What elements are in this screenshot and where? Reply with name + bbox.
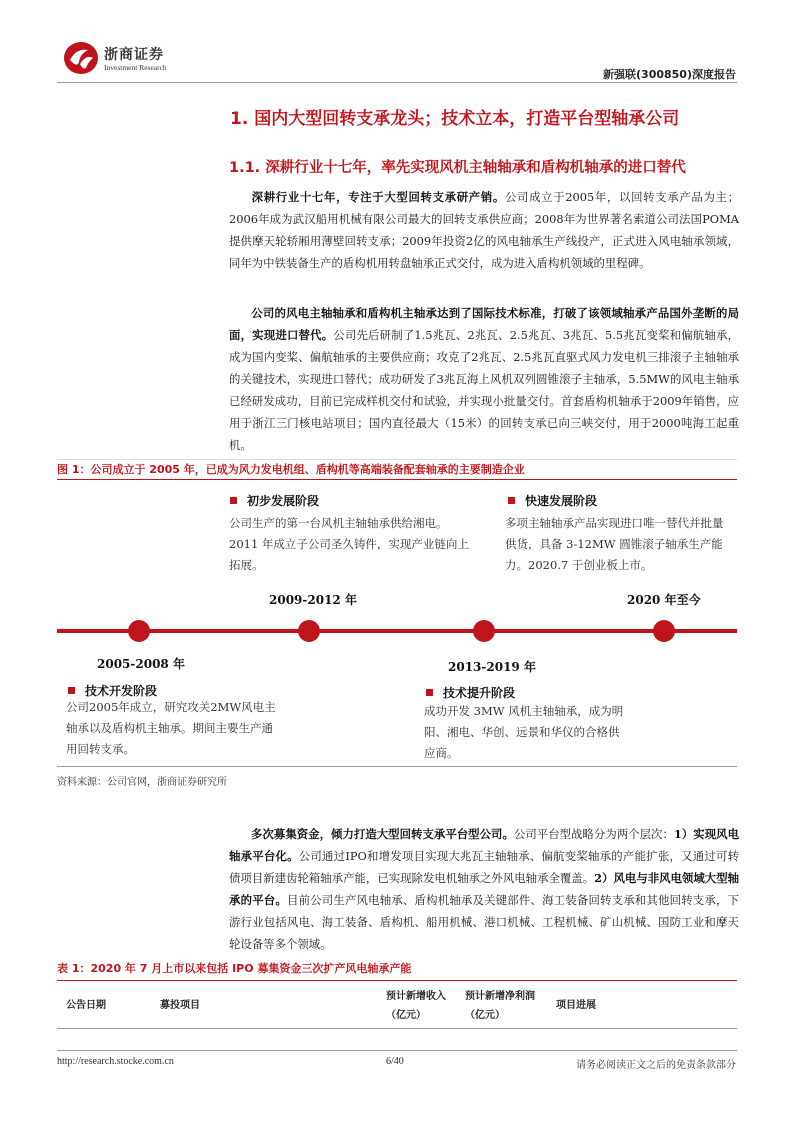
footer-disclaimer: 请务必阅读正文之后的免责条款部分: [576, 1060, 736, 1071]
header-divider: [57, 82, 737, 83]
bullet-square-icon: [508, 497, 515, 504]
timeline-node: [298, 620, 320, 642]
column-header-profit: 预计新增净利润: [465, 991, 535, 1002]
column-header-revenue: 预计新增收入: [386, 991, 446, 1002]
table-top-rule: [57, 980, 737, 981]
figure-title: 图 1：公司成立于 2005 年，已成为风力发电机组、盾构机等高端装备配套轴承的主要制造企业: [57, 459, 737, 480]
table-title: 表 1：2020 年 7 月上市以来包括 IPO 募集资金三次扩产风电轴承产能: [57, 962, 412, 975]
stage-title: 初步发展阶段: [230, 492, 319, 509]
page-number: 6/40: [386, 1056, 404, 1067]
logo-tagline: Investment Research: [104, 63, 167, 72]
figure-source: 资料来源：公司官网，浙商证券研究所: [57, 777, 227, 788]
bullet-square-icon: [230, 497, 237, 504]
bullet-square-icon: [426, 689, 433, 696]
footer-url[interactable]: http://research.stocke.com.cn: [57, 1056, 174, 1067]
logo-mark-icon: [62, 40, 100, 76]
footer-divider: [57, 1050, 737, 1051]
paragraph-lead: 多次募集资金，倾力打造大型回转支承平台型公司。: [251, 827, 514, 841]
stage-description: 多项主轴轴承产品实现进口唯一替代并批量供货，具备 3-12MW 圆锥滚子轴承生产能力。2020.7 于创业板上市。: [505, 516, 724, 572]
subsection-heading: 1.1. 深耕行业十七年，率先实现风机主轴轴承和盾构机轴承的进口替代: [229, 160, 686, 176]
timeline-node: [473, 620, 495, 642]
bullet-square-icon: [68, 687, 75, 694]
period-label: 2013-2019 年: [448, 660, 536, 674]
figure-title-rule: [57, 479, 737, 480]
stage-title: 技术开发阶段: [68, 682, 157, 699]
logo: [62, 38, 170, 78]
column-header-date: 公告日期: [66, 1000, 106, 1011]
paragraph-strategy: 多次募集资金，倾力打造大型回转支承平台型公司。公司平台型战略分为两个层次：1）实现风电轴承平台化。公司通过IPO和增发项目实现大兆瓦主轴轴承、偏航变桨轴承的产能扩张，又通过可转债项目新建齿轮箱轴承产能，已实现除发电机轴承之外风电轴承全覆盖。2）风电与非风电领域大型轴承的平台。目前公司生产风电轴承、盾构机轴承及关键部件、海工装备回转支承和其他回转支承，下游行业包括风电、海工装备、盾构机、船用机械、港口机械、工程机械、矿山机械、国防工业和摩天轮设备等多个领域。: [229, 827, 739, 951]
stage-title: 快速发展阶段: [508, 492, 597, 509]
paragraph-lead: 公司的风电主轴轴承和盾构机主轴承达到了国际技术标准，打破了该领域轴承产品国外垄断的局面，实现进口替代。: [229, 306, 739, 342]
period-label: 2005-2008 年: [97, 657, 185, 671]
column-header-profit-unit: （亿元）: [465, 1010, 505, 1021]
stage-description: 公司生产的第一台风机主轴轴承供给湘电。2011 年成立子公司圣久铸件，实现产业链向上拓展。: [229, 516, 469, 572]
column-header-progress: 项目进展: [556, 1000, 596, 1011]
figure-bottom-rule: [57, 766, 737, 767]
column-header-project: 募投项目: [160, 1000, 200, 1011]
stage-description: 公司2005年成立，研究攻关2MW风电主轴承以及盾构机主轴承。期间主要生产通用回转支承。: [66, 700, 276, 756]
paragraph-lead: 深耕行业十七年，专注于大型回转支承研产销。: [251, 190, 505, 204]
stage-title: 技术提升阶段: [426, 684, 515, 701]
period-label: 2020 年至今: [627, 593, 701, 607]
paragraph-technology: [229, 302, 739, 456]
stage-description: 成功开发 3MW 风机主轴轴承，成为明阳、湘电、华创、远景和华仪的合格供应商。: [424, 704, 624, 760]
paragraph-body: 公司先后研制了1.5兆瓦、2兆瓦、2.5兆瓦、3兆瓦、5.5兆瓦变桨和偏航轴承，成为国内变桨、偏航轴承的主要供应商；攻克了2兆瓦、2.5兆瓦直驱式风力发电机三排滚子主轴轴承的关键技术，实现进口替代；成功研发了3兆瓦海上风机双列圆锥滚子主轴承，5.5MW的风电主轴承已经研发成功，目前已完成样机交付和试验，并实现小批量交付。首套盾构机轴承于2009年销售，应用于浙江三门核电站项目；国内直径最大（15米）的回转支承已向三峡交付，用于2000吨海工起重机。: [229, 328, 739, 452]
logo-name: 浙商证券: [104, 47, 164, 63]
table-header-rule: [57, 1028, 737, 1029]
column-header-revenue-unit: （亿元）: [386, 1010, 426, 1021]
period-label: 2009-2012 年: [269, 593, 357, 607]
report-title: 新强联(300850)深度报告: [603, 68, 736, 81]
timeline-node: [128, 620, 150, 642]
timeline-node: [653, 620, 675, 642]
timeline: [57, 616, 737, 646]
paragraph-body: 公司成立于2005年，以回转支承产品为主；2006年成为武汉船用机械有限公司最大的回转支承供应商；2008年为世界著名索道公司法国POMA提供摩天轮轿厢用薄壁回转支承；2009年投资2亿的风电轴承生产线投产，正式进入风电轴承领域，同年为中铁装备生产的盾构机用转盘轴承正式交付，成为进入盾构机领域的里程碑。: [229, 190, 739, 270]
section-heading: 1. 国内大型回转支承龙头；技术立本，打造平台型轴承公司: [230, 109, 680, 129]
paragraph-history: [229, 186, 739, 274]
